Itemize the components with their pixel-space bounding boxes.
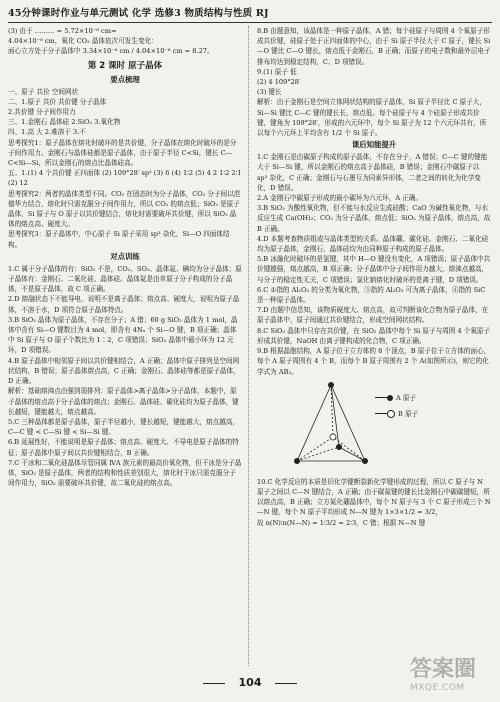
legend-b-label: B 原子 [398,409,419,418]
practice-item: 5.C 三种晶体都是原子晶体，原子半径越小，键长越短，键能越大，熔点越高，C—C 键 < C—Si 键 < Si—Si 键。 [8,417,240,437]
column-divider [248,26,249,666]
think-paragraph: 思考探究2：两者的晶体类型不同。CO₂ 在固态时为分子晶体，CO₂ 分子间以范德华力结合，熔化时只需克服分子间作用力，所以 CO₂ 的熔点低；SiO₂ 是原子晶体，Si 原子与 O 原子以共价键结合，熔化时需要破坏共价键，所以 SiO₂ 晶体的熔点高、硬度大。 [8,189,241,229]
after-item: 9.B 根据晶胞结构，A 原子位于立方体的 8 个顶点，B 原子位于立方体的面心，每个 A 原子周围有 4 个 B，而每个 B 原子周围有 2 个 A(如图所示)，则它的化学式为 AB₂。 [257,347,491,376]
key-point: 四、1.高 大 2.难溶于 3.不 [8,128,86,137]
practice-item: 2.D 熔融状态下不能导电，说明不是离子晶体；熔点高、硬度大，说明为原子晶体，不溶于水，D 项符合原子晶体特点。 [8,295,240,314]
after-item: 2.A 金刚石中碳原子形成的最小碳环为六元环，A 正确。 [257,194,423,203]
answer-line: (3) 键长 [257,88,282,97]
text-line: 面心立方处于分子晶体中 3.34×10⁻⁸ cm / 4.04×10⁻⁸ cm = 8.27。 [8,47,214,56]
practice-title: 对点训练 [110,251,140,261]
after-item: 8.C SiO₂ 晶体中只存在共价键，在 SiO₂ 晶体中每个 Si 原子与周围 4 个氧原子形成共价键，NaOH 由离子键构成的化合物，C 项正确。 [257,326,491,345]
answer-line: (2) 4 109°28′ [257,78,301,87]
after-item: 6.C ①指的 Al₂O₃ 的分类为氧化物，③指的 Al₂O₃ 可为离子晶体，④指的 SiC 是一种原子晶体。 [257,285,486,305]
practice-item: 6.B 延展性好，不能说明是原子晶体；熔点高、硬度大、不导电是原子晶体的特征；原子晶体中原子间以共价键相结合，B 正确。 [8,438,239,457]
practice-item: 3.B SiO₂ 晶体为原子晶体，不存在分子；A 错；60 g SiO₂ 晶体为 1 mol，晶体中含有 Si—O 键数目为 4 mol，即含有 4Nₐ 个 Si—O 键，B 项正确；晶体中 Si 原子与 O 原子个数比为 1∶2，C 项错误；SiO₂ 晶体中最小环为 12 元环，D 项错误。 [8,315,238,355]
practice-item: 1.C 属于分子晶体的有：SiO₂ 不是，CO₂、SO₂、晶体氦、碘均为分子晶体；原子晶体有：金刚石、二氧化硅、晶体硅。晶体氦是由单原子分子构成的分子晶体，不是原子晶体，故 C 项正确。 [8,264,242,294]
text-line: (3) 由于 ……… = 5.72×10⁻⁸ cm= [8,27,117,35]
key-point: 一、原子 共价 空间网状 [8,87,79,96]
after-item: 5.B 冰融化时破坏的是氢键，其中 H—O 键没有变化，A 项错误；原子晶体中共价键越强，熔点越高，B 项正确；分子晶体中分子间作用力越大，熔沸点越高，与分子的稳定性无关，C 项错误；氯化钠熔化时破坏的是离子键，D 项错误。 [257,255,491,284]
right-column [257,26,491,666]
answer-line: 五、1.(1) 4 个共价键 正四面体 (2) 109°28′ sp³ (3) 6 (4) 1∶2 (5) 4 2 1∶2 2∶1 (2) 12 [8,169,242,188]
think-paragraph: 思考探究1：原子晶体在熔化时破坏的是共价键，分子晶体在熔化时破坏的是分子间作用力。金刚石与晶体硅都是原子晶体，由于原子半径 C<Si，键长 C—C<Si—Si，所以金刚石的熔点比晶体硅高。 [8,138,237,168]
legend-a [375,393,416,403]
key-points-title: 要点梳理 [110,74,140,84]
crystal-diagram [257,379,491,475]
text-line: 4.04×10⁻⁸ cm，氧化 CO₂ 晶体依次可发生变化： [8,37,158,46]
key-point: 2.共价键 分子间作用力 [8,108,76,117]
key-point: 二、1.原子 共价 共价键 分子晶体 [8,97,107,106]
practice-item: 4.B 原子晶体中相邻原子间以共价键相结合，A 正确；晶体中原子排列呈空间网状结构，B 错误；原子晶体熔点高，C 正确；金刚石、晶体硅等都是原子晶体，D 正确。 [8,356,240,386]
answer-line: 9.(1) 原子 低 [257,67,297,76]
answer-line: 8.B 由题意知，该晶体是一种原子晶体，A 错；每个硅原子与周围 4 个氧原子形成共价键，硅原子处于正四面体的中心，由于 Si 原子半径大于 C 原子，键长 Si—O 键比 C—O 键长，熔点低于金刚石，B 正确；而原子的电子数和最外层电子排布均达到稳定结构，C、D 项错误。 [257,27,491,66]
watermark-logo [410,658,492,698]
watermark-text: 答案圈 [410,657,477,682]
after-item: 4.D 本题考查物质组成与晶体类型的关系。晶体硼、碳化硅、金刚石、二氧化硅均为原子晶体，金刚石、晶体硅均为由同种原子构成的原子晶体。 [257,234,489,254]
left-column [8,26,242,666]
legend-b [375,409,418,419]
after-item: 10.C 化学反应的本质是旧化学键断裂新化学键形成的过程，所以 C 原子与 N 原子之间以 C—N 键结合，A 正确；由于碳氮键的键长比金刚石中碳碳键短，所以熔点高，B 正确；立方氮化硼晶体中，每个 N 原子与 3 个 C 原子形成三个 N—N 键，每个 N 原子平均形成 N—N 键为 1×3×1/2 = 3/2， [257,477,491,517]
after-item: 7.D 由题中信息知，该物质硬度大、熔点高，故可判断该化合物为原子晶体，在原子晶体中，原子间通过共价键结合，形成空间网状结构。 [257,306,489,325]
page-header: 45分钟课时作业与单元测试 化学 选修3 物质结构与性质 RJ [8,6,492,23]
tetrahedron-figure [287,379,375,471]
page-number: 104 [225,676,275,689]
answer-line: 解析：由于金刚石是空间立体网状结构的原子晶体，Si 原子半径比 C 原子大，Si—Si 键比 C—C 键的键长长，熔点低。每个硅原子与 4 个硅原子形成共价键，键角为 109°28′，形成的六元环中，每个 Si 原子为 12 个六元环共有，所以每个六元环上平均含有 1/2 个 Si 原子。 [257,98,487,138]
after-item: 1.C 金刚石是由碳原子构成的原子晶体，不存在分子，A 错误；C—C 键的键能大于 Si—Si 键，所以金刚石的熔点高于晶体硅，B 错误；金刚石中碳原子以 sp³ 杂化，C 正确；金刚石与石墨互为同素异形体，二者之间的转化为化学变化，D 错误。 [257,153,488,192]
legend-a-label: A 原子 [396,393,417,402]
section-title: 第 2 课时 原子晶体 [87,60,163,71]
practice-item: 解析：基础熔沸点由强到弱排列：原子晶体>离子晶体>分子晶体，本题中，原子晶体的熔点高于分子晶体的熔点；金刚石、晶体硅、碳化硅均为原子晶体，键长越短，键能越大，熔点越高。 [8,387,239,416]
practice-item: 7.C 干冰和二氧化硅晶体尽管同属 ⅣA 族元素的最高价氧化物，但干冰是分子晶体，SiO₂ 是原子晶体，两者的结构和性质差别很大，熔化时干冰只需克服分子间作用力，SiO₂ 需要破坏共价键，故二氧化硅的熔点高。 [8,458,242,488]
after-class-title: 课后知能提升 [351,140,397,150]
think-paragraph: 思考探究3：原子晶体中，中心原子 Si 原子采用 sp³ 杂化，Si—O 四面体结构。 [8,230,230,249]
watermark-url: MXQE.COM [410,683,465,693]
after-item: 3.B SiO₂ 为酸性氧化物，但不能与水反应生成硅酸；CaO 为碱性氧化物，与水反应生成 Ca(OH)₂；CO₂ 为分子晶体，熔点低；SiO₂ 为原子晶体，熔点高，故 B 正确。 [257,204,491,233]
key-point: 三、1.金刚石 晶体硅 2.SiO₂ 3.氧化物 [8,118,121,127]
after-item: 故 n(N)∶n(N—N) = 1∶3/2 = 2∶3，C 错；根据 N—N 键 [257,518,426,527]
